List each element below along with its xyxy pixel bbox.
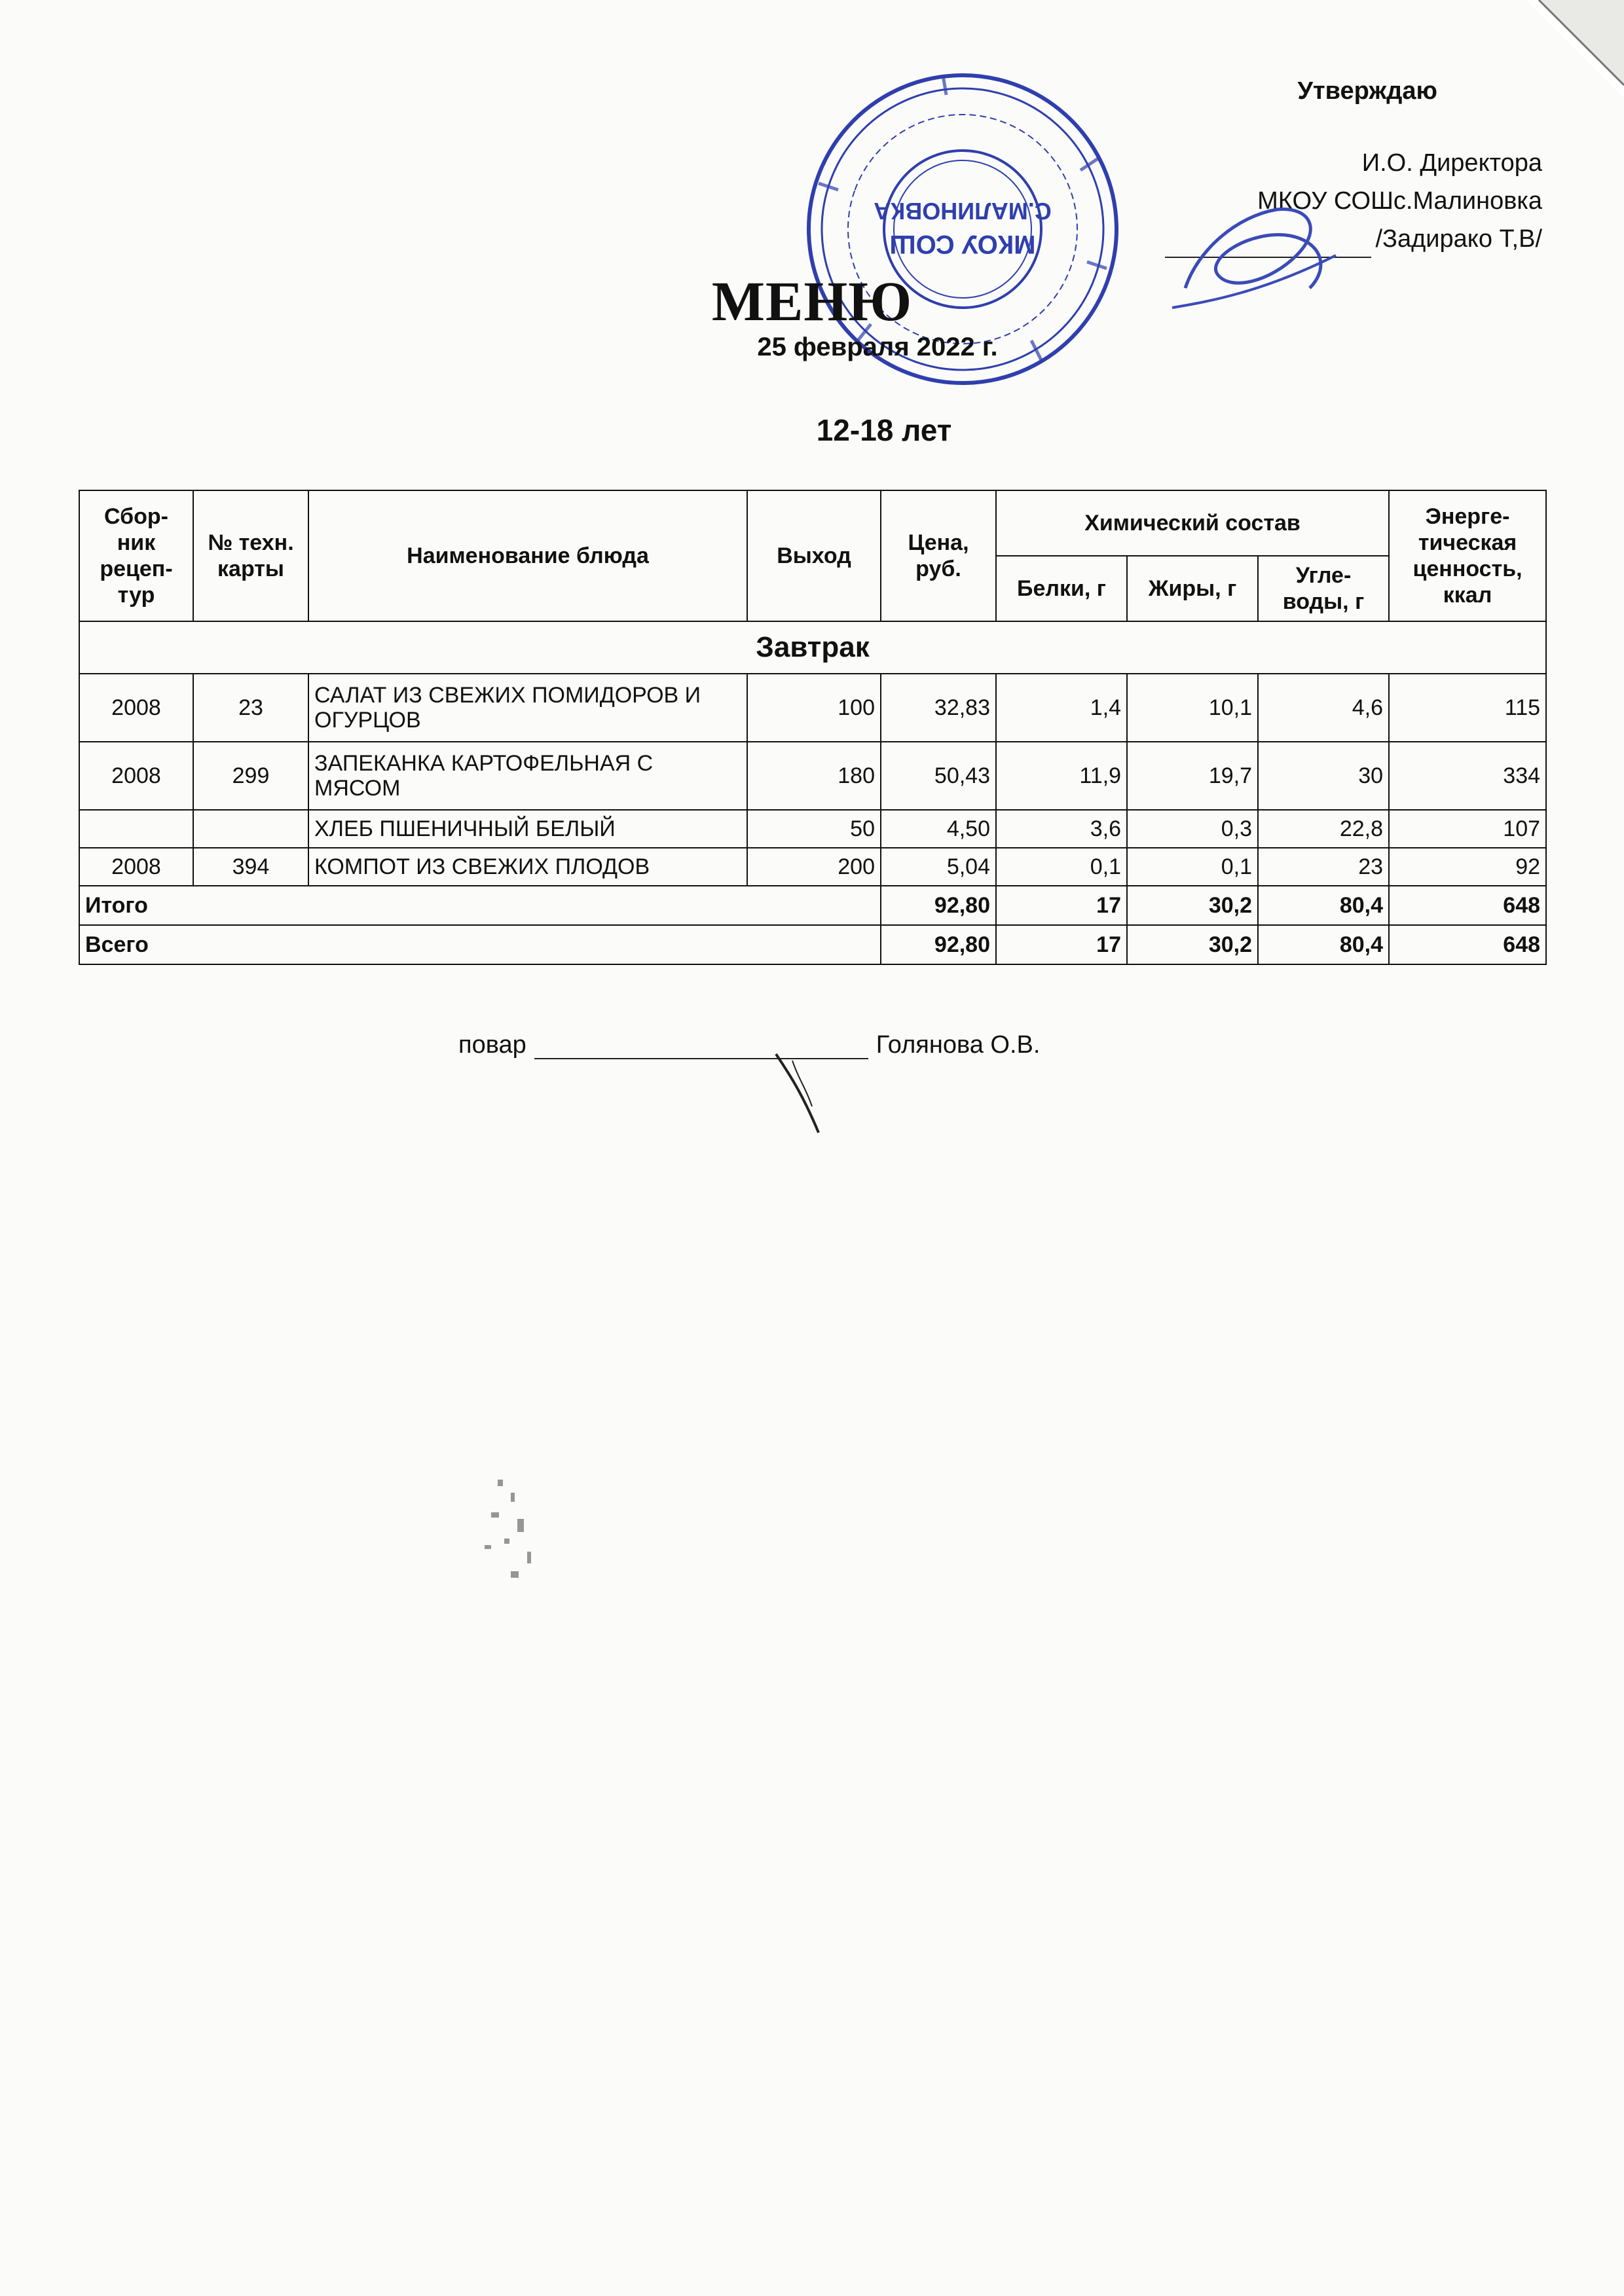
cell-yield: 180 (747, 742, 881, 810)
header-carbs: Угле-воды, г (1258, 556, 1389, 621)
cell-fats: 19,7 (1127, 742, 1258, 810)
cell-price: 5,04 (881, 848, 996, 886)
cell-fats: 10,1 (1127, 674, 1258, 742)
table-row (79, 810, 1546, 848)
total-row (79, 925, 1546, 964)
cell-fats: 0,3 (1127, 810, 1258, 848)
cell-price: 32,83 (881, 674, 996, 742)
subtotal-row (79, 886, 1546, 925)
table-row (79, 848, 1546, 886)
header-price: Цена, руб. (881, 490, 996, 621)
cell-collection: 2008 (79, 674, 193, 742)
cell-price: 50,43 (881, 742, 996, 810)
cell-collection: 2008 (79, 742, 193, 810)
cell-dish-name: КОМПОТ ИЗ СВЕЖИХ ПЛОДОВ (308, 848, 747, 886)
cook-signature-block (458, 1031, 1040, 1059)
subtotal-label: Итого (79, 886, 881, 925)
total-label: Всего (79, 925, 881, 964)
total-fats: 30,2 (1127, 925, 1258, 964)
menu-table (79, 490, 1547, 965)
cell-card: 23 (193, 674, 308, 742)
approval-heading: Утверждаю (1297, 77, 1437, 105)
cell-yield: 50 (747, 810, 881, 848)
cell-fats: 0,1 (1127, 848, 1258, 886)
header-card-no: № техн. карты (193, 490, 308, 621)
subtotal-proteins: 17 (996, 886, 1127, 925)
cell-collection (79, 810, 193, 848)
subtotal-energy: 648 (1389, 886, 1546, 925)
approval-position: И.О. Директора (1361, 149, 1542, 177)
total-proteins: 17 (996, 925, 1127, 964)
stamp-line-2: С.МАЛИНОВКА (874, 198, 1052, 225)
cell-dish-name: САЛАТ ИЗ СВЕЖИХ ПОМИДОРОВ И ОГУРЦОВ (308, 674, 747, 742)
header-dish-name: Наименование блюда (308, 490, 747, 621)
section-breakfast: Завтрак (79, 621, 1546, 674)
cook-label: повар (458, 1031, 526, 1059)
cell-yield: 100 (747, 674, 881, 742)
director-signature (1159, 177, 1356, 327)
header-collection: Сбор-ник рецеп-тур (79, 490, 193, 621)
cell-energy: 115 (1389, 674, 1546, 742)
stamp-line-1: МКОУ СОШ (889, 230, 1036, 259)
total-carbs: 80,4 (1258, 925, 1389, 964)
subtotal-carbs: 80,4 (1258, 886, 1389, 925)
page-title: МЕНЮ (711, 270, 913, 333)
cook-name: Голянова О.В. (876, 1031, 1041, 1059)
cell-proteins: 0,1 (996, 848, 1127, 886)
cell-carbs: 22,8 (1258, 810, 1389, 848)
cell-energy: 107 (1389, 810, 1546, 848)
header-energy: Энерге-тическая ценность, ккал (1389, 490, 1546, 621)
header-fats: Жиры, г (1127, 556, 1258, 621)
table-row (79, 742, 1546, 810)
header-yield: Выход (747, 490, 881, 621)
cell-card: 299 (193, 742, 308, 810)
cook-signature (773, 1048, 832, 1139)
menu-date: 25 февраля 2022 г. (757, 333, 998, 361)
table-row (79, 674, 1546, 742)
cell-energy: 92 (1389, 848, 1546, 886)
cell-proteins: 3,6 (996, 810, 1127, 848)
subtotal-price: 92,80 (881, 886, 996, 925)
total-price: 92,80 (881, 925, 996, 964)
cell-carbs: 23 (1258, 848, 1389, 886)
header-chem-composition: Химический состав (996, 490, 1389, 556)
cell-proteins: 11,9 (996, 742, 1127, 810)
cell-price: 4,50 (881, 810, 996, 848)
scan-smudge (471, 1467, 563, 1597)
cell-card (193, 810, 308, 848)
cell-proteins: 1,4 (996, 674, 1127, 742)
cell-yield: 200 (747, 848, 881, 886)
subtotal-fats: 30,2 (1127, 886, 1258, 925)
approval-signatory: /Задирако Т,В/ (1375, 225, 1542, 253)
total-energy: 648 (1389, 925, 1546, 964)
approval-organization: МКОУ СОШс.Малиновка (1257, 187, 1542, 215)
cell-carbs: 4,6 (1258, 674, 1389, 742)
header-proteins: Белки, г (996, 556, 1127, 621)
age-group: 12-18 лет (816, 413, 952, 447)
cell-dish-name: ЗАПЕКАНКА КАРТОФЕЛЬНАЯ С МЯСОМ (308, 742, 747, 810)
cell-energy: 334 (1389, 742, 1546, 810)
cell-card: 394 (193, 848, 308, 886)
cell-collection: 2008 (79, 848, 193, 886)
cell-carbs: 30 (1258, 742, 1389, 810)
cell-dish-name: ХЛЕБ ПШЕНИЧНЫЙ БЕЛЫЙ (308, 810, 747, 848)
